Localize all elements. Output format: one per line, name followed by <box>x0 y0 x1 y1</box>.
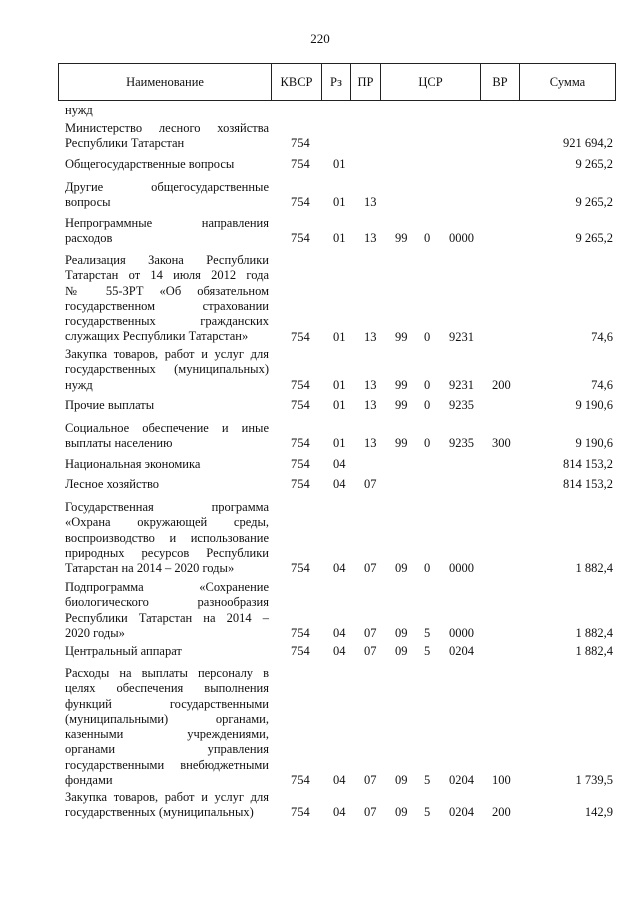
row-name-line: Подпрограмма «Сохранение <box>65 580 269 594</box>
header-pr: ПР <box>351 64 381 100</box>
row-csr3: 9235 <box>449 398 474 412</box>
row-sum: 1 882,4 <box>575 644 613 658</box>
row-csr2: 0 <box>424 377 431 392</box>
table-header <box>58 63 616 101</box>
row-rz: 01 <box>333 195 346 210</box>
row-name-line: фондами <box>65 773 113 788</box>
row-sum: 1 882,4 <box>575 625 613 640</box>
row-sum: 74,6 <box>591 329 613 344</box>
row-rz: 04 <box>333 625 346 640</box>
row-csr3: 0204 <box>449 773 474 788</box>
header-csr: ЦСР <box>381 64 481 100</box>
row-name-line: воспроизводство и использование <box>65 530 269 545</box>
row-pr: 07 <box>364 625 377 640</box>
row-pr: 07 <box>364 773 377 788</box>
row-name-line: государственном страховании <box>65 298 269 313</box>
page-number: 220 <box>310 31 330 46</box>
row-name <box>65 347 269 393</box>
row-csr2: 5 <box>424 773 431 788</box>
row-name-line: казенными учреждениями, <box>65 727 269 742</box>
row-csr1: 99 <box>395 377 408 392</box>
row-csr3: 0204 <box>449 644 474 658</box>
row-name-line: Национальная экономика <box>65 457 201 471</box>
row-rz: 01 <box>333 157 346 171</box>
row-kvsr: 754 <box>291 377 310 392</box>
row-csr2: 0 <box>424 231 431 246</box>
row-sum: 921 694,2 <box>563 136 613 151</box>
row-pr: 07 <box>364 561 377 576</box>
row-pr: 13 <box>364 377 377 392</box>
row-csr2: 0 <box>424 398 431 412</box>
row-name <box>65 157 269 172</box>
row-rz: 01 <box>333 377 346 392</box>
row-csr3: 0000 <box>449 625 474 640</box>
header-name: Наименование <box>59 64 272 100</box>
row-kvsr: 754 <box>291 625 310 640</box>
row-kvsr: 754 <box>291 773 310 788</box>
row-kvsr: 754 <box>291 157 310 171</box>
row-name-line: государственных гражданских <box>65 314 269 329</box>
row-name-line: «Охрана окружающей среды, <box>65 515 269 530</box>
row-csr2: 0 <box>424 329 431 344</box>
row-rz: 01 <box>333 329 346 344</box>
row-name-line: служащих Республики Татарстан» <box>65 329 249 344</box>
row-csr1: 99 <box>395 436 408 451</box>
row-csr1: 09 <box>395 805 408 820</box>
row-name-line: 2020 годы» <box>65 625 125 640</box>
row-csr3: 9235 <box>449 436 474 451</box>
row-csr1: 09 <box>395 644 408 658</box>
row-kvsr: 754 <box>291 231 310 246</box>
row-sum: 74,6 <box>591 377 613 392</box>
row-name-line: Прочие выплаты <box>65 398 155 412</box>
row-kvsr: 754 <box>291 195 310 210</box>
row-name <box>65 580 269 641</box>
row-name <box>65 477 269 492</box>
row-pr: 13 <box>364 436 377 451</box>
row-name <box>65 790 269 821</box>
row-name-line: Республики Татарстан <box>65 136 185 151</box>
row-name-line: Лесное хозяйство <box>65 477 160 491</box>
row-sum: 1 882,4 <box>575 561 613 576</box>
row-name-line: государственных (муниципальных) <box>65 362 269 377</box>
row-csr3: 0204 <box>449 805 474 820</box>
row-name-line: биологического разнообразия <box>65 595 269 610</box>
row-kvsr: 754 <box>291 644 310 658</box>
row-sum: 9 190,6 <box>575 436 613 451</box>
row-rz: 04 <box>333 561 346 576</box>
row-rz: 01 <box>333 231 346 246</box>
row-kvsr: 754 <box>291 805 310 820</box>
row-csr1: 09 <box>395 625 408 640</box>
row-name-line: Расходы на выплаты персоналу в <box>65 666 269 680</box>
row-name <box>65 644 269 659</box>
row-kvsr: 754 <box>291 477 310 491</box>
row-name-line: Закупка товаров, работ и услуг для <box>65 347 269 361</box>
row-kvsr: 754 <box>291 561 310 576</box>
row-sum: 9 265,2 <box>575 195 613 210</box>
row-sum: 814 153,2 <box>563 477 613 491</box>
row-name-line: расходов <box>65 231 113 246</box>
row-name <box>65 180 269 211</box>
row-csr3: 0000 <box>449 561 474 576</box>
row-name-line: (муниципальными) органами, <box>65 711 269 726</box>
row-csr1: 99 <box>395 231 408 246</box>
row-name-line: государственными внебюджетными <box>65 757 269 772</box>
row-pr: 13 <box>364 329 377 344</box>
row-sum: 9 265,2 <box>575 157 613 171</box>
row-name-line: Татарстан на 2014 – 2020 годы» <box>65 561 235 576</box>
row-csr1: 09 <box>395 561 408 576</box>
row-pr: 07 <box>364 477 377 491</box>
row-name-line: целях обеспечения выполнения <box>65 681 269 696</box>
header-kvsr: КВСР <box>272 64 322 100</box>
row-pr: 07 <box>364 644 377 658</box>
row-name-line: Другие общегосударственные <box>65 180 269 194</box>
header-vr: ВР <box>481 64 520 100</box>
row-csr1: 99 <box>395 329 408 344</box>
row-sum: 1 739,5 <box>575 773 613 788</box>
row-rz: 01 <box>333 398 346 412</box>
row-csr3: 9231 <box>449 377 474 392</box>
row-rz: 04 <box>333 477 346 491</box>
row-csr2: 5 <box>424 625 431 640</box>
row-name-line: вопросы <box>65 195 111 210</box>
row-sum: 9 265,2 <box>575 231 613 246</box>
row-sum: 142,9 <box>584 805 613 820</box>
row-name-line: Социальное обеспечение и иные <box>65 421 269 435</box>
row-kvsr: 754 <box>291 436 310 451</box>
row-name <box>65 121 269 152</box>
row-sum: 814 153,2 <box>563 457 613 471</box>
row-kvsr: 754 <box>291 329 310 344</box>
row-vr: 200 <box>492 805 511 820</box>
row-name-line: № 55-ЗРТ «Об обязательном <box>65 283 269 298</box>
row-name-line: Татарстан от 14 июля 2012 года <box>65 268 269 283</box>
row-pr: 13 <box>364 195 377 210</box>
row-rz: 04 <box>333 457 346 471</box>
row-rz: 04 <box>333 773 346 788</box>
row-name-line: органами управления <box>65 742 269 757</box>
row-sum: 9 190,6 <box>575 398 613 412</box>
row-name-line: Государственная программа <box>65 500 269 514</box>
row-rz: 01 <box>333 436 346 451</box>
row-name-line: государственных (муниципальных) <box>65 805 254 820</box>
row-csr2: 0 <box>424 561 431 576</box>
row-name <box>65 457 269 472</box>
row-pr: 07 <box>364 805 377 820</box>
row-name <box>65 398 269 413</box>
row-csr3: 9231 <box>449 329 474 344</box>
row-name-line: Общегосударственные вопросы <box>65 157 235 171</box>
row-csr1: 09 <box>395 773 408 788</box>
row-csr2: 0 <box>424 436 431 451</box>
row-csr1: 99 <box>395 398 408 412</box>
row-name-line: Центральный аппарат <box>65 644 182 658</box>
row-csr2: 5 <box>424 644 431 658</box>
row-name-line: Непрограммные направления <box>65 216 269 230</box>
row-name-line: Реализация Закона Республики <box>65 253 269 267</box>
row-name <box>65 216 269 247</box>
row-rz: 04 <box>333 644 346 658</box>
row-csr2: 5 <box>424 805 431 820</box>
row-name <box>65 253 269 345</box>
row-vr: 300 <box>492 436 511 451</box>
row-name <box>65 421 269 452</box>
carryover-text: нужд <box>65 103 93 117</box>
row-name-line: Министерство лесного хозяйства <box>65 121 269 135</box>
row-pr: 13 <box>364 231 377 246</box>
row-name <box>65 500 269 576</box>
row-pr: 13 <box>364 398 377 412</box>
row-name <box>65 666 269 788</box>
header-sum: Сумма <box>549 74 586 89</box>
row-vr: 200 <box>492 377 511 392</box>
row-kvsr: 754 <box>291 136 310 151</box>
row-rz: 04 <box>333 805 346 820</box>
row-name-line: выплаты населению <box>65 436 173 451</box>
row-vr: 100 <box>492 773 511 788</box>
row-name-line: Республики Татарстан на 2014 – <box>65 610 269 625</box>
row-kvsr: 754 <box>291 398 310 412</box>
row-name-line: функций государственными <box>65 696 269 711</box>
header-rz: Рз <box>322 64 351 100</box>
row-csr3: 0000 <box>449 231 474 246</box>
row-name-line: Закупка товаров, работ и услуг для <box>65 790 269 804</box>
row-kvsr: 754 <box>291 457 310 471</box>
row-name-line: нужд <box>65 377 93 392</box>
row-name-line: природных ресурсов Республики <box>65 545 269 560</box>
